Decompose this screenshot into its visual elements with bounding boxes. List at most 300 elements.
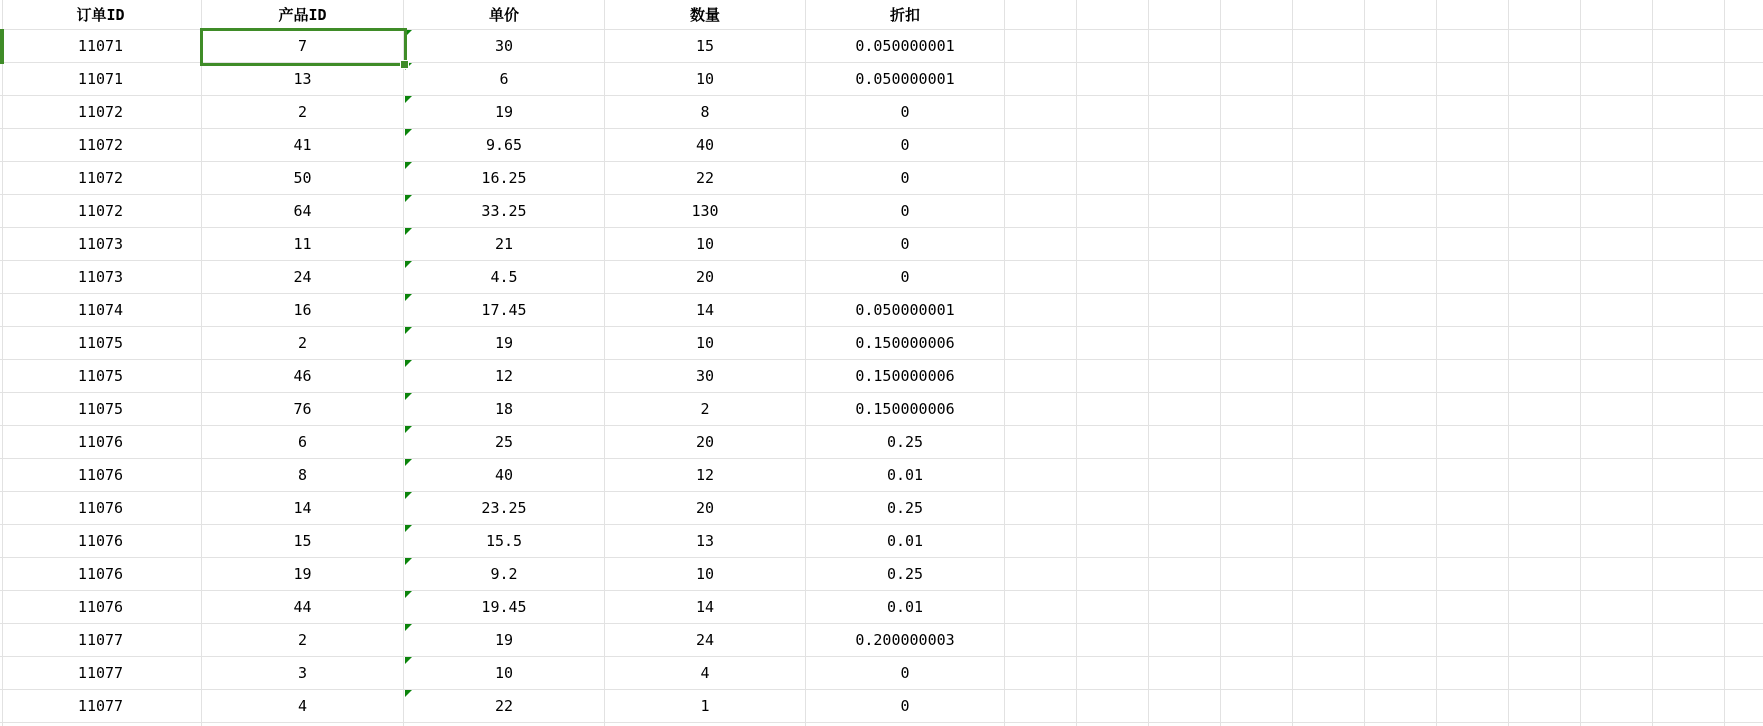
cell[interactable]: 24 xyxy=(202,261,404,294)
empty-cell[interactable] xyxy=(1077,657,1149,690)
empty-cell[interactable] xyxy=(1365,261,1437,294)
empty-cell[interactable] xyxy=(1293,525,1365,558)
empty-cell[interactable] xyxy=(1149,30,1221,63)
empty-cell[interactable] xyxy=(1581,492,1653,525)
empty-cell[interactable] xyxy=(1005,360,1077,393)
empty-cell[interactable] xyxy=(1437,558,1509,591)
cell[interactable]: 0.150000006 xyxy=(806,393,1005,426)
cell[interactable]: 4.5 xyxy=(404,261,605,294)
empty-cell[interactable] xyxy=(1149,228,1221,261)
empty-cell[interactable] xyxy=(1653,426,1725,459)
empty-cell[interactable] xyxy=(1005,129,1077,162)
empty-cell[interactable] xyxy=(1221,96,1293,129)
empty-cell[interactable] xyxy=(1149,261,1221,294)
empty-cell[interactable] xyxy=(1293,63,1365,96)
empty-cell[interactable] xyxy=(1077,63,1149,96)
empty-cell[interactable] xyxy=(1437,261,1509,294)
empty-cell[interactable] xyxy=(1725,162,1763,195)
cell[interactable]: 11072 xyxy=(0,96,202,129)
cell[interactable]: 10 xyxy=(605,63,806,96)
empty-cell[interactable] xyxy=(1149,195,1221,228)
cell[interactable]: 22 xyxy=(605,162,806,195)
cell[interactable]: 11076 xyxy=(0,426,202,459)
empty-cell[interactable] xyxy=(1653,657,1725,690)
empty-cell[interactable] xyxy=(1221,657,1293,690)
empty-cell[interactable] xyxy=(1221,690,1293,723)
cell[interactable]: 30 xyxy=(404,30,605,63)
empty-cell[interactable] xyxy=(1005,690,1077,723)
cell[interactable]: 11071 xyxy=(0,63,202,96)
cell[interactable]: 11075 xyxy=(0,360,202,393)
empty-cell[interactable] xyxy=(1725,657,1763,690)
empty-cell[interactable] xyxy=(1437,96,1509,129)
empty-cell[interactable] xyxy=(1293,360,1365,393)
empty-cell[interactable] xyxy=(1509,690,1581,723)
empty-cell[interactable] xyxy=(1293,261,1365,294)
empty-cell[interactable] xyxy=(1293,393,1365,426)
cell[interactable]: 33.25 xyxy=(404,195,605,228)
cell[interactable]: 44 xyxy=(202,591,404,624)
cell[interactable]: 11076 xyxy=(0,492,202,525)
empty-cell[interactable] xyxy=(1509,228,1581,261)
cell[interactable]: 9.2 xyxy=(404,558,605,591)
empty-cell[interactable] xyxy=(1149,591,1221,624)
empty-cell[interactable] xyxy=(1581,690,1653,723)
empty-cell[interactable] xyxy=(1005,558,1077,591)
cell[interactable]: 16 xyxy=(202,294,404,327)
cell[interactable]: 0.01 xyxy=(806,591,1005,624)
cell[interactable]: 11077 xyxy=(0,657,202,690)
cell[interactable]: 11074 xyxy=(0,294,202,327)
cell[interactable]: 11076 xyxy=(0,591,202,624)
cell[interactable]: 11 xyxy=(202,228,404,261)
empty-cell[interactable] xyxy=(1653,195,1725,228)
empty-cell[interactable] xyxy=(1509,30,1581,63)
cell[interactable]: 14 xyxy=(202,492,404,525)
cell[interactable]: 19.45 xyxy=(404,591,605,624)
cell[interactable]: 19 xyxy=(404,624,605,657)
empty-cell[interactable] xyxy=(1509,261,1581,294)
empty-cell[interactable] xyxy=(1293,195,1365,228)
empty-cell[interactable] xyxy=(1437,294,1509,327)
empty-cell[interactable] xyxy=(1149,129,1221,162)
empty-cell[interactable] xyxy=(1149,0,1221,30)
empty-cell[interactable] xyxy=(1437,657,1509,690)
empty-cell[interactable] xyxy=(1293,657,1365,690)
empty-cell[interactable] xyxy=(1221,459,1293,492)
empty-cell[interactable] xyxy=(1509,96,1581,129)
cell[interactable]: 50 xyxy=(202,162,404,195)
empty-cell[interactable] xyxy=(1149,690,1221,723)
empty-cell[interactable] xyxy=(1293,30,1365,63)
empty-cell[interactable] xyxy=(1653,459,1725,492)
cell[interactable]: 24 xyxy=(605,624,806,657)
empty-cell[interactable] xyxy=(1581,591,1653,624)
empty-cell[interactable] xyxy=(1005,624,1077,657)
empty-cell[interactable] xyxy=(1365,30,1437,63)
cell[interactable]: 19 xyxy=(202,558,404,591)
cell[interactable]: 11075 xyxy=(0,327,202,360)
empty-cell[interactable] xyxy=(1365,228,1437,261)
empty-cell[interactable] xyxy=(1365,426,1437,459)
empty-cell[interactable] xyxy=(1581,294,1653,327)
cell[interactable]: 6 xyxy=(404,63,605,96)
empty-cell[interactable] xyxy=(1221,0,1293,30)
empty-cell[interactable] xyxy=(1653,294,1725,327)
empty-cell[interactable] xyxy=(1725,294,1763,327)
cell[interactable]: 17.45 xyxy=(404,294,605,327)
cell[interactable]: 12 xyxy=(404,360,605,393)
empty-cell[interactable] xyxy=(1437,426,1509,459)
cell[interactable]: 18 xyxy=(404,393,605,426)
empty-cell[interactable] xyxy=(1365,162,1437,195)
empty-cell[interactable] xyxy=(1437,690,1509,723)
empty-cell[interactable] xyxy=(1509,657,1581,690)
empty-cell[interactable] xyxy=(1365,129,1437,162)
empty-cell[interactable] xyxy=(1221,30,1293,63)
empty-cell[interactable] xyxy=(1725,195,1763,228)
empty-cell[interactable] xyxy=(1437,30,1509,63)
empty-cell[interactable] xyxy=(1653,228,1725,261)
cell[interactable]: 14 xyxy=(605,591,806,624)
empty-cell[interactable] xyxy=(1005,393,1077,426)
empty-cell[interactable] xyxy=(1653,96,1725,129)
empty-cell[interactable] xyxy=(1437,459,1509,492)
empty-cell[interactable] xyxy=(1581,360,1653,393)
empty-cell[interactable] xyxy=(1221,492,1293,525)
fill-handle[interactable] xyxy=(400,60,409,69)
empty-cell[interactable] xyxy=(1077,525,1149,558)
empty-cell[interactable] xyxy=(1005,327,1077,360)
empty-cell[interactable] xyxy=(1653,492,1725,525)
empty-cell[interactable] xyxy=(1293,492,1365,525)
empty-cell[interactable] xyxy=(1365,327,1437,360)
empty-cell[interactable] xyxy=(1509,492,1581,525)
cell[interactable]: 20 xyxy=(605,492,806,525)
cell[interactable]: 76 xyxy=(202,393,404,426)
cell[interactable]: 16.25 xyxy=(404,162,605,195)
empty-cell[interactable] xyxy=(1365,63,1437,96)
cell[interactable]: 0.050000001 xyxy=(806,30,1005,63)
empty-cell[interactable] xyxy=(1005,195,1077,228)
cell[interactable]: 0 xyxy=(806,228,1005,261)
cell[interactable]: 40 xyxy=(605,129,806,162)
empty-cell[interactable] xyxy=(1509,591,1581,624)
empty-cell[interactable] xyxy=(1725,492,1763,525)
cell[interactable]: 11076 xyxy=(0,525,202,558)
empty-cell[interactable] xyxy=(1005,459,1077,492)
empty-cell[interactable] xyxy=(1581,558,1653,591)
cell[interactable]: 11076 xyxy=(0,459,202,492)
empty-cell[interactable] xyxy=(1149,327,1221,360)
empty-cell[interactable] xyxy=(1005,294,1077,327)
empty-cell[interactable] xyxy=(1509,63,1581,96)
empty-cell[interactable] xyxy=(1653,327,1725,360)
empty-cell[interactable] xyxy=(1437,327,1509,360)
empty-cell[interactable] xyxy=(1293,162,1365,195)
empty-cell[interactable] xyxy=(1365,0,1437,30)
empty-cell[interactable] xyxy=(1293,327,1365,360)
empty-cell[interactable] xyxy=(1221,162,1293,195)
empty-cell[interactable] xyxy=(1077,129,1149,162)
empty-cell[interactable] xyxy=(1725,459,1763,492)
empty-cell[interactable] xyxy=(1365,195,1437,228)
empty-cell[interactable] xyxy=(1365,360,1437,393)
empty-cell[interactable] xyxy=(1077,294,1149,327)
empty-cell[interactable] xyxy=(1653,129,1725,162)
empty-cell[interactable] xyxy=(1509,558,1581,591)
empty-cell[interactable] xyxy=(1437,393,1509,426)
empty-cell[interactable] xyxy=(1653,30,1725,63)
empty-cell[interactable] xyxy=(1365,96,1437,129)
empty-cell[interactable] xyxy=(1005,96,1077,129)
empty-cell[interactable] xyxy=(1725,96,1763,129)
empty-cell[interactable] xyxy=(1653,360,1725,393)
cell[interactable]: 11072 xyxy=(0,129,202,162)
empty-cell[interactable] xyxy=(1581,162,1653,195)
empty-cell[interactable] xyxy=(1365,591,1437,624)
empty-cell[interactable] xyxy=(1149,360,1221,393)
empty-cell[interactable] xyxy=(1365,690,1437,723)
cell[interactable]: 11072 xyxy=(0,195,202,228)
cell[interactable]: 0.150000006 xyxy=(806,327,1005,360)
empty-cell[interactable] xyxy=(1581,63,1653,96)
empty-cell[interactable] xyxy=(1437,492,1509,525)
cell[interactable]: 2 xyxy=(202,327,404,360)
empty-cell[interactable] xyxy=(1293,426,1365,459)
header-cell[interactable]: 订单ID xyxy=(0,0,202,30)
empty-cell[interactable] xyxy=(1509,162,1581,195)
empty-cell[interactable] xyxy=(1653,393,1725,426)
cell[interactable]: 15.5 xyxy=(404,525,605,558)
header-cell[interactable]: 折扣 xyxy=(806,0,1005,30)
empty-cell[interactable] xyxy=(1725,525,1763,558)
empty-cell[interactable] xyxy=(1077,162,1149,195)
cell[interactable]: 2 xyxy=(605,393,806,426)
empty-cell[interactable] xyxy=(1365,393,1437,426)
empty-cell[interactable] xyxy=(1725,558,1763,591)
empty-cell[interactable] xyxy=(1581,426,1653,459)
empty-cell[interactable] xyxy=(1725,0,1763,30)
empty-cell[interactable] xyxy=(1077,459,1149,492)
cell[interactable]: 25 xyxy=(404,426,605,459)
header-cell[interactable]: 数量 xyxy=(605,0,806,30)
header-cell[interactable]: 单价 xyxy=(404,0,605,30)
empty-cell[interactable] xyxy=(1725,261,1763,294)
cell[interactable]: 15 xyxy=(202,525,404,558)
empty-cell[interactable] xyxy=(1509,294,1581,327)
empty-cell[interactable] xyxy=(1221,558,1293,591)
empty-cell[interactable] xyxy=(1005,426,1077,459)
empty-cell[interactable] xyxy=(1437,624,1509,657)
empty-cell[interactable] xyxy=(1221,294,1293,327)
cell[interactable]: 11077 xyxy=(0,690,202,723)
cell[interactable]: 11076 xyxy=(0,558,202,591)
empty-cell[interactable] xyxy=(1149,294,1221,327)
empty-cell[interactable] xyxy=(1581,393,1653,426)
empty-cell[interactable] xyxy=(1581,195,1653,228)
cell[interactable]: 11071 xyxy=(0,30,202,63)
empty-cell[interactable] xyxy=(1077,228,1149,261)
empty-cell[interactable] xyxy=(1581,129,1653,162)
cell[interactable]: 12 xyxy=(605,459,806,492)
cell[interactable]: 0 xyxy=(806,657,1005,690)
empty-cell[interactable] xyxy=(1437,591,1509,624)
empty-cell[interactable] xyxy=(1509,195,1581,228)
cell[interactable]: 0.25 xyxy=(806,426,1005,459)
empty-cell[interactable] xyxy=(1581,525,1653,558)
empty-cell[interactable] xyxy=(1077,30,1149,63)
empty-cell[interactable] xyxy=(1653,624,1725,657)
empty-cell[interactable] xyxy=(1653,0,1725,30)
empty-cell[interactable] xyxy=(1077,591,1149,624)
empty-cell[interactable] xyxy=(1149,558,1221,591)
empty-cell[interactable] xyxy=(1725,624,1763,657)
empty-cell[interactable] xyxy=(1725,690,1763,723)
empty-cell[interactable] xyxy=(1221,63,1293,96)
empty-cell[interactable] xyxy=(1653,162,1725,195)
empty-cell[interactable] xyxy=(1005,261,1077,294)
cell[interactable]: 4 xyxy=(202,690,404,723)
empty-cell[interactable] xyxy=(1653,63,1725,96)
empty-cell[interactable] xyxy=(1653,525,1725,558)
cell[interactable]: 22 xyxy=(404,690,605,723)
empty-cell[interactable] xyxy=(1653,261,1725,294)
cell[interactable]: 0.200000003 xyxy=(806,624,1005,657)
empty-cell[interactable] xyxy=(1725,30,1763,63)
cell[interactable]: 40 xyxy=(404,459,605,492)
empty-cell[interactable] xyxy=(1149,162,1221,195)
cell[interactable]: 2 xyxy=(202,624,404,657)
empty-cell[interactable] xyxy=(1365,492,1437,525)
empty-cell[interactable] xyxy=(1725,360,1763,393)
empty-cell[interactable] xyxy=(1077,624,1149,657)
empty-cell[interactable] xyxy=(1581,459,1653,492)
empty-cell[interactable] xyxy=(1149,96,1221,129)
empty-cell[interactable] xyxy=(1149,63,1221,96)
cell[interactable]: 0 xyxy=(806,261,1005,294)
empty-cell[interactable] xyxy=(1005,162,1077,195)
cell[interactable]: 20 xyxy=(605,261,806,294)
empty-cell[interactable] xyxy=(1077,327,1149,360)
empty-cell[interactable] xyxy=(1509,360,1581,393)
empty-cell[interactable] xyxy=(1365,657,1437,690)
cell[interactable]: 21 xyxy=(404,228,605,261)
cell[interactable]: 1 xyxy=(605,690,806,723)
empty-cell[interactable] xyxy=(1437,0,1509,30)
empty-cell[interactable] xyxy=(1221,327,1293,360)
empty-cell[interactable] xyxy=(1581,96,1653,129)
empty-cell[interactable] xyxy=(1149,525,1221,558)
empty-cell[interactable] xyxy=(1581,228,1653,261)
empty-cell[interactable] xyxy=(1581,30,1653,63)
empty-cell[interactable] xyxy=(1509,624,1581,657)
cell[interactable]: 0 xyxy=(806,690,1005,723)
empty-cell[interactable] xyxy=(1437,162,1509,195)
empty-cell[interactable] xyxy=(1293,294,1365,327)
cell[interactable]: 23.25 xyxy=(404,492,605,525)
cell[interactable]: 0 xyxy=(806,129,1005,162)
cell[interactable]: 10 xyxy=(605,228,806,261)
empty-cell[interactable] xyxy=(1077,690,1149,723)
empty-cell[interactable] xyxy=(1509,0,1581,30)
cell[interactable]: 19 xyxy=(404,327,605,360)
cell[interactable]: 20 xyxy=(605,426,806,459)
cell[interactable]: 30 xyxy=(605,360,806,393)
empty-cell[interactable] xyxy=(1077,492,1149,525)
empty-cell[interactable] xyxy=(1509,459,1581,492)
empty-cell[interactable] xyxy=(1653,591,1725,624)
cell[interactable]: 46 xyxy=(202,360,404,393)
empty-cell[interactable] xyxy=(1221,393,1293,426)
empty-cell[interactable] xyxy=(1725,393,1763,426)
empty-cell[interactable] xyxy=(1293,228,1365,261)
empty-cell[interactable] xyxy=(1365,624,1437,657)
empty-cell[interactable] xyxy=(1293,459,1365,492)
empty-cell[interactable] xyxy=(1581,0,1653,30)
cell[interactable]: 10 xyxy=(605,558,806,591)
cell[interactable]: 7 xyxy=(202,30,404,63)
empty-cell[interactable] xyxy=(1221,525,1293,558)
empty-cell[interactable] xyxy=(1221,360,1293,393)
empty-cell[interactable] xyxy=(1005,525,1077,558)
empty-cell[interactable] xyxy=(1077,558,1149,591)
empty-cell[interactable] xyxy=(1293,129,1365,162)
cell[interactable]: 64 xyxy=(202,195,404,228)
cell[interactable]: 3 xyxy=(202,657,404,690)
cell[interactable]: 13 xyxy=(605,525,806,558)
empty-cell[interactable] xyxy=(1437,63,1509,96)
empty-cell[interactable] xyxy=(1221,426,1293,459)
cell[interactable]: 0.01 xyxy=(806,525,1005,558)
cell[interactable]: 6 xyxy=(202,426,404,459)
empty-cell[interactable] xyxy=(1509,426,1581,459)
cell[interactable]: 8 xyxy=(605,96,806,129)
empty-cell[interactable] xyxy=(1149,624,1221,657)
cell[interactable]: 0 xyxy=(806,96,1005,129)
empty-cell[interactable] xyxy=(1581,327,1653,360)
empty-cell[interactable] xyxy=(1077,393,1149,426)
empty-cell[interactable] xyxy=(1077,96,1149,129)
empty-cell[interactable] xyxy=(1365,525,1437,558)
empty-cell[interactable] xyxy=(1581,657,1653,690)
empty-cell[interactable] xyxy=(1509,393,1581,426)
cell[interactable]: 0.150000006 xyxy=(806,360,1005,393)
empty-cell[interactable] xyxy=(1221,228,1293,261)
empty-cell[interactable] xyxy=(1725,129,1763,162)
empty-cell[interactable] xyxy=(1293,96,1365,129)
empty-cell[interactable] xyxy=(1149,657,1221,690)
empty-cell[interactable] xyxy=(1005,228,1077,261)
cell[interactable]: 130 xyxy=(605,195,806,228)
empty-cell[interactable] xyxy=(1437,228,1509,261)
empty-cell[interactable] xyxy=(1149,426,1221,459)
cell[interactable]: 11072 xyxy=(0,162,202,195)
empty-cell[interactable] xyxy=(1581,261,1653,294)
cell[interactable]: 0.25 xyxy=(806,558,1005,591)
empty-cell[interactable] xyxy=(1437,129,1509,162)
empty-cell[interactable] xyxy=(1221,195,1293,228)
empty-cell[interactable] xyxy=(1365,459,1437,492)
empty-cell[interactable] xyxy=(1437,360,1509,393)
cell[interactable]: 11073 xyxy=(0,261,202,294)
cell[interactable]: 9.65 xyxy=(404,129,605,162)
empty-cell[interactable] xyxy=(1077,0,1149,30)
empty-cell[interactable] xyxy=(1077,195,1149,228)
empty-cell[interactable] xyxy=(1365,294,1437,327)
empty-cell[interactable] xyxy=(1725,228,1763,261)
empty-cell[interactable] xyxy=(1509,327,1581,360)
